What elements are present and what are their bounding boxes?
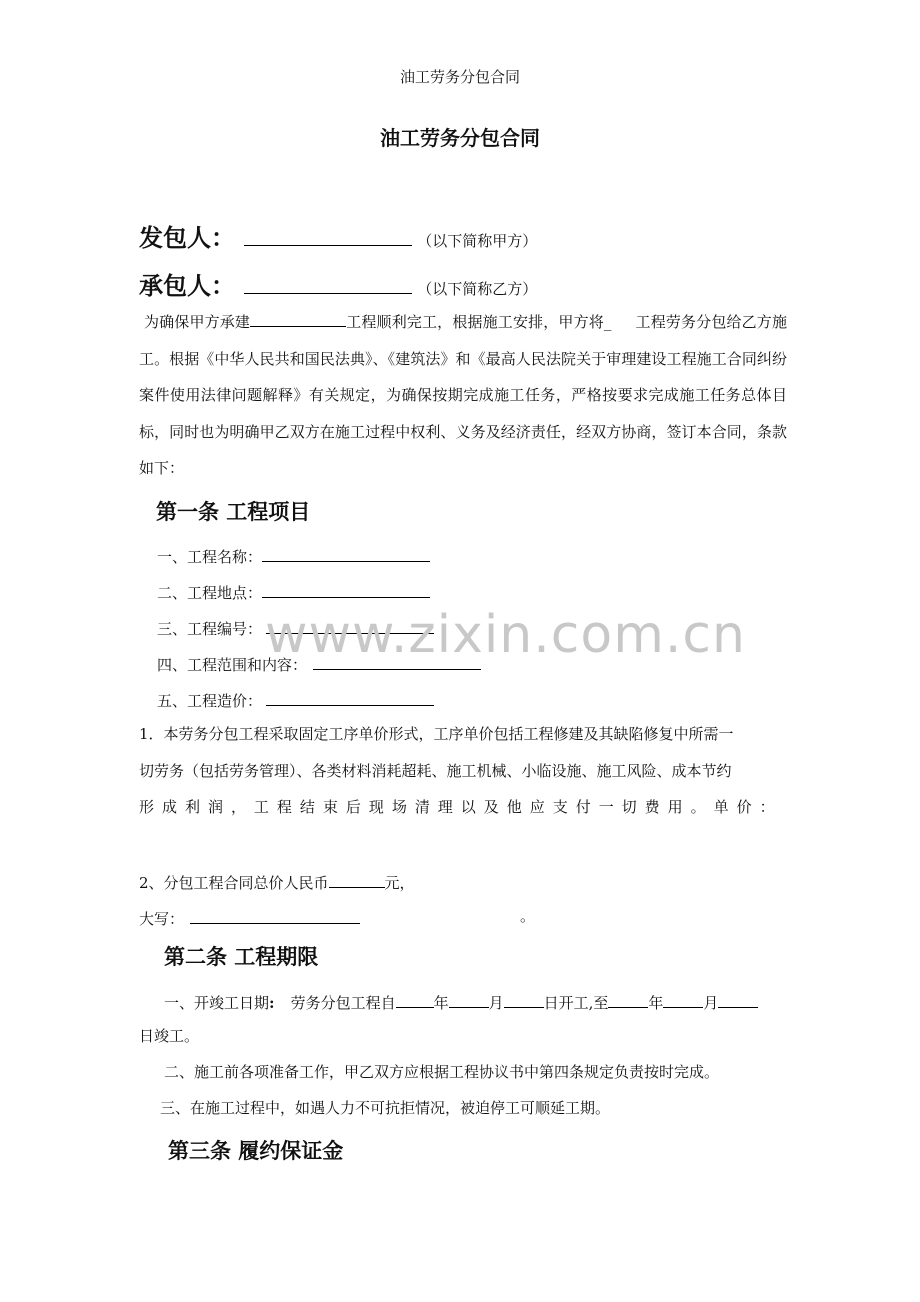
clause1-char: 结	[299, 798, 315, 816]
intro-part1: 为确保甲方承建	[144, 313, 251, 331]
clause1-char: 以	[460, 798, 476, 816]
item-blank	[262, 543, 430, 562]
item-blank	[266, 687, 434, 706]
article2-heading: 第二条 工程期限	[164, 944, 319, 969]
start-year-blank	[396, 989, 434, 1008]
clause1-char: 工	[253, 798, 269, 816]
item-label: 四、工程范围和内容：	[157, 656, 308, 674]
clause1-char: 利	[184, 798, 200, 816]
clause1-char: 理	[437, 798, 453, 816]
amount-in-words	[139, 905, 360, 929]
clause1-char: 付	[575, 798, 591, 816]
item1-text: 劳务分包工程自	[290, 994, 396, 1012]
month-label: 月	[703, 994, 719, 1012]
article1-heading: 第一条 工程项目	[156, 499, 311, 524]
article3-heading: 第三条 履约保证金	[168, 1138, 344, 1163]
clause1-char: 场	[391, 798, 407, 816]
watermark: www.zixin.com.cn	[265, 605, 746, 665]
start-month-blank	[449, 989, 489, 1008]
clause1-line3	[139, 796, 775, 817]
start-label: 日开工,至	[543, 994, 609, 1012]
item-label: 一、工程名称：	[157, 548, 263, 566]
employer-note: （以下简称甲方）	[417, 232, 538, 250]
clause2-unit: 元，	[384, 874, 415, 892]
contractor-blank	[244, 275, 412, 294]
month-label: 月	[488, 994, 504, 1012]
item-label: 五、工程造价：	[157, 692, 263, 710]
total-price-blank	[329, 869, 385, 888]
clause1-char: 他	[506, 798, 522, 816]
intro-paragraph	[139, 304, 787, 487]
item1-colon: :	[269, 994, 275, 1012]
item1-label: 一、开竣工日期	[164, 994, 270, 1012]
clause1-char: 切	[621, 798, 637, 816]
document-title: 油工劳务分包合同	[380, 126, 540, 150]
item-project-name	[157, 543, 430, 567]
end-day-blank	[718, 989, 758, 1008]
clause1-char: 润	[207, 798, 223, 816]
clause2-text: 2、分包工程合同总价人民币	[139, 874, 329, 892]
contractor-note: （以下简称乙方）	[417, 280, 538, 298]
intro-part3: 工程劳务分包给乙方施工。根据《中华人民共和国民法典》、《建筑法》和《最高人民法院关于审理建设工程施工合同纠纷案件使用法律问题解释》有关规定，为确保按期完成施工任务，严格按要求完成施工任务总体目标，同时也为明确甲乙双方在施工过程中权利、义务及经济责任，经双方协商，签订本合同，条款如下：	[139, 313, 787, 477]
clause1-char: 费	[644, 798, 660, 816]
clause1-char: 程	[276, 798, 292, 816]
start-day-blank	[504, 989, 544, 1008]
article2-item1-end: 日竣工。	[139, 1027, 200, 1045]
intro-part2: 工程顺利完工，根据施工安排，甲方将_	[346, 313, 612, 331]
clause1-char: 清	[414, 798, 430, 816]
clause1-char: 应	[529, 798, 545, 816]
clause1-char: 支	[552, 798, 568, 816]
year-label: 年	[433, 994, 449, 1012]
clause1-char: 价	[736, 798, 752, 816]
clause1-char: 形	[139, 798, 155, 816]
daxie-blank	[190, 905, 360, 924]
clause1-char: 。	[690, 798, 706, 816]
amount-period: 。	[520, 907, 536, 925]
clause1-char: ：	[759, 798, 775, 816]
clause1-line1: 1．本劳务分包工程采取固定工序单价形式，工序单价包括工程修建及其缺陷修复中所需一	[139, 725, 734, 743]
contractor-label: 承包人：	[139, 271, 235, 300]
clause1-char: ，	[230, 798, 246, 816]
article2-item2: 二、施工前各项准备工作，甲乙双方应根据工程协议书中第四条规定负责按时完成。	[164, 1063, 720, 1081]
employer-label: 发包人：	[139, 223, 235, 252]
end-year-blank	[608, 989, 648, 1008]
article2-item1	[164, 989, 758, 1013]
page-header: 油工劳务分包合同	[399, 68, 520, 86]
end-month-blank	[663, 989, 703, 1008]
clause1-char: 现	[368, 798, 384, 816]
clause1-line2: 切劳务（包括劳务管理）、各类材料消耗超耗、施工机械、小临设施、施工风险、成本节约	[139, 762, 732, 780]
party-contractor	[139, 266, 537, 301]
item-blank	[262, 579, 430, 598]
employer-blank	[244, 227, 412, 246]
clause1-char: 束	[322, 798, 338, 816]
item-label: 二、工程地点：	[157, 584, 263, 602]
item-label: 三、工程编号：	[157, 620, 263, 638]
clause1-char: 后	[345, 798, 361, 816]
daxie-label: 大写：	[139, 910, 185, 928]
clause1-char: 成	[161, 798, 177, 816]
clause1-char: 单	[713, 798, 729, 816]
party-employer	[139, 218, 537, 253]
item-project-cost	[157, 687, 434, 711]
article2-item3: 三、在施工过程中，如遇人力不可抗拒情况，被迫停工可顺延工期。	[160, 1099, 611, 1117]
clause1-char: 一	[598, 798, 614, 816]
year-label: 年	[648, 994, 664, 1012]
project-blank	[250, 308, 346, 327]
item-project-location	[157, 579, 430, 603]
clause1-char: 用	[667, 798, 683, 816]
clause2	[139, 869, 415, 893]
clause1-char: 及	[483, 798, 499, 816]
